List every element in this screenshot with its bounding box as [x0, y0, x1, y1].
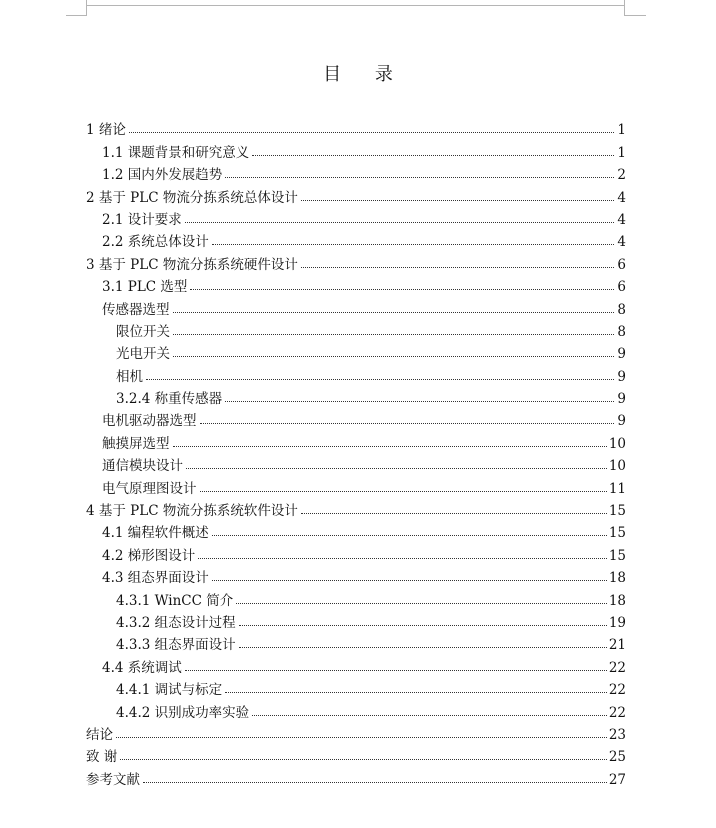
toc-entry[interactable] [86, 183, 626, 205]
toc-entry[interactable] [86, 721, 626, 743]
toc-entry[interactable] [86, 653, 626, 675]
toc-page-number: 9 [617, 346, 626, 363]
toc-page-number: 27 [608, 771, 626, 788]
dot-leader [116, 737, 607, 738]
crop-mark [66, 15, 87, 16]
dot-leader [120, 759, 607, 760]
toc-entry[interactable] [86, 497, 626, 519]
toc-page-number: 23 [608, 726, 626, 743]
dot-leader [186, 468, 607, 469]
toc-entry-label: 结论 [86, 726, 113, 743]
toc-page-number: 2 [617, 167, 626, 184]
toc-entry[interactable] [86, 541, 626, 563]
toc-entry[interactable] [86, 138, 626, 160]
toc-entry-label: 4.2 梯形图设计 [102, 547, 196, 564]
toc-page-number: 18 [608, 570, 626, 587]
toc-entry[interactable] [86, 586, 626, 608]
toc-entry-label: 4.4.1 调试与标定 [116, 682, 223, 699]
toc-entry-label: 1.2 国内外发展趋势 [102, 167, 223, 184]
dot-leader [143, 782, 607, 783]
toc-page-number: 4 [617, 211, 626, 228]
dot-leader [225, 692, 607, 693]
toc-entry[interactable] [86, 564, 626, 586]
toc-entry[interactable] [86, 206, 626, 228]
dot-leader [200, 423, 615, 424]
dot-leader [236, 603, 607, 604]
toc-entry-label: 致 谢 [86, 749, 118, 766]
toc-page-number: 15 [608, 547, 626, 564]
toc-entry[interactable] [86, 273, 626, 295]
toc-entry-label: 2 基于 PLC 物流分拣系统总体设计 [86, 189, 298, 206]
toc-entry[interactable] [86, 609, 626, 631]
dot-leader [146, 379, 614, 380]
dot-leader [212, 580, 607, 581]
crop-mark [624, 15, 646, 16]
dot-leader [198, 558, 607, 559]
dot-leader [212, 535, 607, 536]
toc-entry-label: 4.3.3 组态界面设计 [116, 637, 236, 654]
dot-leader [173, 312, 615, 313]
toc-entry-label: 4.4 系统调试 [102, 659, 182, 676]
toc-entry[interactable] [86, 474, 626, 496]
toc-page-number: 15 [608, 503, 626, 520]
toc-page-number: 9 [617, 368, 626, 385]
crop-mark [86, 0, 87, 16]
table-of-contents [86, 116, 626, 788]
toc-entry[interactable] [86, 161, 626, 183]
toc-entry-label: 4.3 组态界面设计 [102, 570, 209, 587]
toc-entry[interactable] [86, 385, 626, 407]
dot-leader [301, 513, 607, 514]
toc-page-number: 15 [608, 525, 626, 542]
dot-leader [173, 446, 607, 447]
toc-page-number: 1 [617, 122, 626, 139]
toc-page-number: 4 [617, 189, 626, 206]
dot-leader [212, 244, 614, 245]
dot-leader [252, 715, 607, 716]
dot-leader [190, 289, 614, 290]
toc-title: 目 录 [323, 64, 407, 85]
toc-entry-label: 2.2 系统总体设计 [102, 234, 209, 251]
toc-entry[interactable] [86, 295, 626, 317]
toc-page-number: 8 [617, 323, 626, 340]
page-frame-line [86, 5, 625, 6]
toc-page-number: 22 [608, 704, 626, 721]
crop-mark [624, 0, 625, 16]
dot-leader [301, 200, 614, 201]
dot-leader [239, 625, 607, 626]
toc-entry-label: 4.1 编程软件概述 [102, 525, 209, 542]
toc-page-number: 1 [617, 144, 626, 161]
toc-entry-label: 电气原理图设计 [102, 480, 197, 497]
toc-entry[interactable] [86, 676, 626, 698]
toc-entry-label: 1.1 课题背景和研究意义 [102, 144, 250, 161]
toc-entry-label: 电机驱动器选型 [102, 413, 197, 430]
toc-entry[interactable] [86, 519, 626, 541]
toc-entry[interactable] [86, 340, 626, 362]
dot-leader [200, 491, 607, 492]
toc-entry-label: 4.3.1 WinCC 简介 [116, 592, 234, 609]
toc-entry[interactable] [86, 631, 626, 653]
dot-leader [225, 401, 614, 402]
toc-entry[interactable] [86, 765, 626, 787]
dot-leader [185, 222, 614, 223]
dot-leader [185, 670, 607, 671]
dot-leader [239, 647, 607, 648]
toc-page-number: 4 [617, 234, 626, 251]
dot-leader [173, 334, 614, 335]
toc-entry-label: 4 基于 PLC 物流分拣系统软件设计 [86, 503, 298, 520]
toc-entry-label: 4.3.2 组态设计过程 [116, 614, 236, 631]
toc-page-number: 18 [608, 592, 626, 609]
toc-page-number: 21 [608, 637, 626, 654]
toc-entry-label: 参考文献 [86, 771, 140, 788]
toc-entry[interactable] [86, 407, 626, 429]
dot-leader [301, 267, 614, 268]
toc-page-number: 9 [617, 413, 626, 430]
toc-page-number: 6 [617, 279, 626, 296]
toc-page-number: 11 [608, 480, 626, 497]
toc-entry-label: 传感器选型 [102, 301, 170, 318]
toc-page-number: 22 [608, 682, 626, 699]
toc-page-number: 9 [617, 391, 626, 408]
toc-entry[interactable] [86, 743, 626, 765]
toc-entry[interactable] [86, 318, 626, 340]
dot-leader [252, 155, 614, 156]
dot-leader [225, 177, 614, 178]
dot-leader [129, 132, 614, 133]
toc-entry-label: 3.1 PLC 选型 [102, 279, 188, 296]
toc-entry[interactable] [86, 429, 626, 451]
toc-page-number: 19 [608, 614, 626, 631]
toc-page-number: 8 [617, 301, 626, 318]
toc-entry[interactable] [86, 362, 626, 384]
toc-entry-label: 相机 [116, 368, 143, 385]
toc-entry-label: 3.2.4 称重传感器 [116, 391, 223, 408]
toc-entry[interactable] [86, 228, 626, 250]
toc-entry-label: 光电开关 [116, 346, 170, 363]
toc-entry-label: 3 基于 PLC 物流分拣系统硬件设计 [86, 256, 298, 273]
toc-entry-label: 2.1 设计要求 [102, 211, 182, 228]
toc-page-number: 25 [608, 749, 626, 766]
toc-entry-label: 触摸屏选型 [102, 435, 170, 452]
toc-entry-label: 通信模块设计 [102, 458, 183, 475]
toc-entry[interactable] [86, 250, 626, 272]
toc-page-number: 10 [608, 435, 626, 452]
toc-entry[interactable] [86, 452, 626, 474]
toc-entry-label: 4.4.2 识别成功率实验 [116, 704, 250, 721]
toc-entry[interactable] [86, 116, 626, 138]
toc-page-number: 22 [608, 659, 626, 676]
toc-page-number: 10 [608, 458, 626, 475]
toc-entry-label: 限位开关 [116, 323, 170, 340]
toc-entry-label: 1 绪论 [86, 122, 126, 139]
dot-leader [173, 356, 614, 357]
toc-page-number: 6 [617, 256, 626, 273]
toc-entry[interactable] [86, 698, 626, 720]
